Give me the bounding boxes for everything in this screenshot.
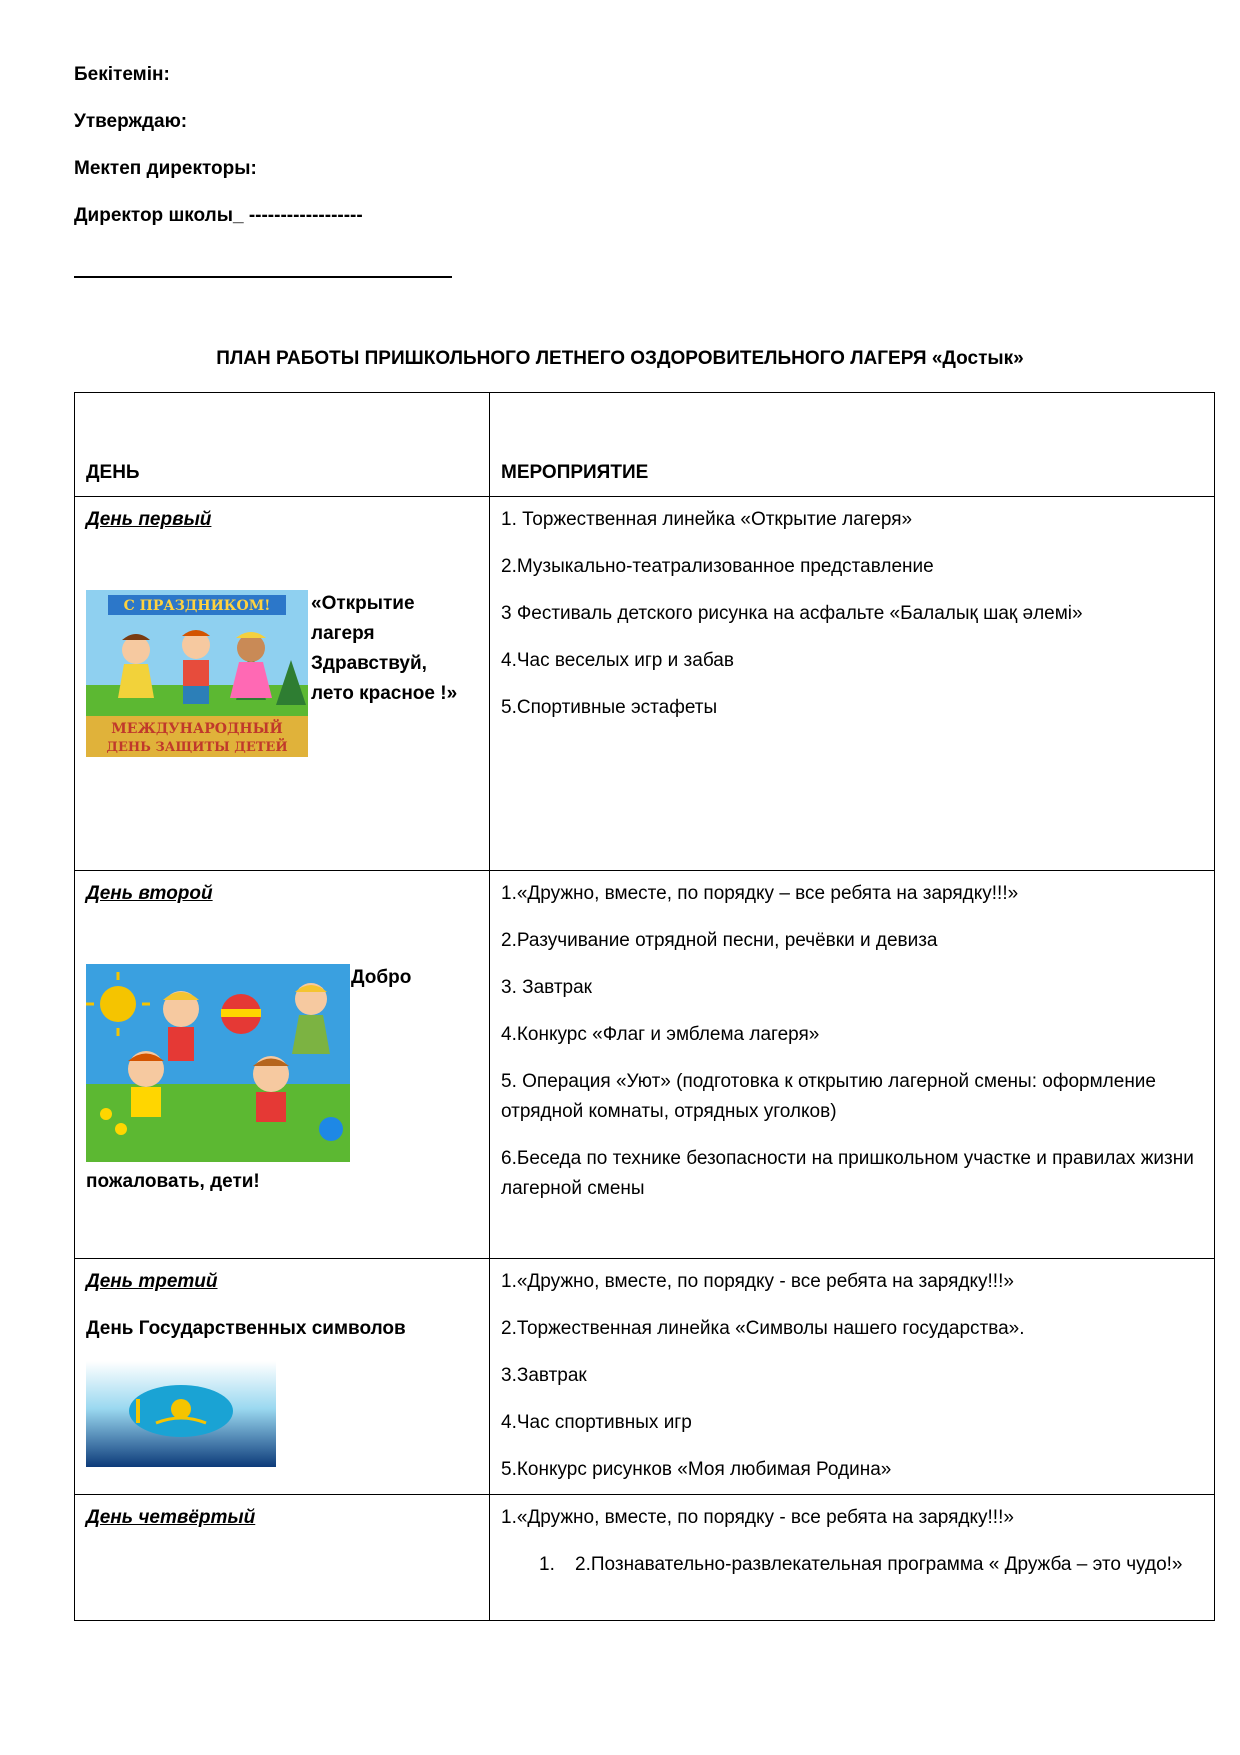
signature-rule (74, 276, 452, 278)
event-item: 5.Спортивные эстафеты (501, 697, 718, 718)
document-title: ПЛАН РАБОТЫ ПРИШКОЛЬНОГО ЛЕТНЕГО ОЗДОРОВИТЕЛЬНОГО ЛАГЕРЯ «Достык» (216, 348, 1024, 369)
table-row (75, 1259, 1215, 1495)
day-cell (75, 1495, 490, 1621)
event-item: 2.Музыкально-театрализованное представление (501, 556, 934, 577)
day-name: День второй (86, 883, 213, 904)
event-item: 1.«Дружно, вместе, по порядку – все ребята на зарядку!!!» (501, 883, 1019, 904)
approval-line-ru: Утверждаю: (74, 111, 188, 132)
event-item: 1.«Дружно, вместе, по порядку - все ребята на зарядку!!!» (501, 1507, 1014, 1528)
event-item: 3 Фестиваль детского рисунка на асфальте «Балалық шақ әлемі» (501, 603, 1083, 624)
event-item: 3.Завтрак (501, 1365, 587, 1386)
event-item: 3. Завтрак (501, 977, 592, 998)
event-item: 2.Торжественная линейка «Символы нашего государства». (501, 1318, 1025, 1339)
event-cell (490, 1259, 1215, 1495)
event-item: 1. Торжественная линейка «Открытие лагеря» (501, 509, 913, 530)
header-day: ДЕНЬ (75, 393, 490, 497)
director-line-ru: Директор школы_ ------------------ (74, 205, 363, 226)
event-item: 1.«Дружно, вместе, по порядку - все ребята на зарядку!!!» (501, 1271, 1014, 1292)
event-cell (490, 1495, 1215, 1621)
event-item: 4.Час веселых игр и забав (501, 650, 734, 671)
day-cell (75, 871, 490, 1259)
childrens-day-image (86, 590, 308, 757)
event-item: 5.Конкурс рисунков «Моя любимая Родина» (501, 1459, 892, 1480)
day-caption: День Государственных символов (86, 1318, 406, 1339)
table-row (75, 1495, 1215, 1621)
event-item: 2.Разучивание отрядной песни, речёвки и девиза (501, 930, 938, 951)
header-event: МЕРОПРИЯТИЕ (490, 393, 1215, 497)
event-item: 6.Беседа по технике безопасности на пришкольном участке и правилах жизни лагерной смены (501, 1148, 1194, 1199)
event-item: 5. Операция «Уют» (подготовка к открытию лагерной смены: оформление отрядной комнаты, отрядных уголков) (501, 1071, 1156, 1122)
children-playing-image (86, 964, 350, 1162)
event-item: 2.Познавательно-развлекательная программа « Дружба – это чудо!» (575, 1554, 1183, 1575)
approval-line-kz: Бекітемін: (74, 64, 170, 85)
numbered-event-item (539, 1550, 1203, 1580)
camp-plan-table (74, 392, 1215, 1621)
table-header-row (75, 393, 1215, 497)
event-item: 4.Час спортивных игр (501, 1412, 692, 1433)
event-cell (490, 871, 1215, 1259)
day-caption-a: Добро (351, 967, 412, 988)
day-name: День первый (86, 509, 212, 530)
event-cell (490, 497, 1215, 871)
event-item: 4.Конкурс «Флаг и эмблема лагеря» (501, 1024, 820, 1045)
day-cell (75, 497, 490, 871)
svg-text:С ПРАЗДНИКОМ!: С ПРАЗДНИКОМ! (123, 598, 271, 614)
table-row (75, 497, 1215, 871)
director-line-kz: Мектеп директоры: (74, 158, 257, 179)
day-caption: «Открытие лагеря Здравствуй, лето красное !» (311, 593, 458, 704)
table-row (75, 871, 1215, 1259)
day-caption-b: пожаловать, дети! (86, 1171, 260, 1192)
svg-text:МЕЖДУНАРОДНЫЙ: МЕЖДУНАРОДНЫЙ (111, 721, 283, 737)
list-number: 1. (539, 1554, 555, 1575)
day-cell (75, 1259, 490, 1495)
svg-text:ДЕНЬ ЗАЩИТЫ ДЕТЕЙ: ДЕНЬ ЗАЩИТЫ ДЕТЕЙ (106, 740, 288, 755)
day-name: День третий (86, 1271, 218, 1292)
day-name: День четвёртый (86, 1507, 256, 1528)
kazakhstan-flag-image (86, 1361, 276, 1467)
